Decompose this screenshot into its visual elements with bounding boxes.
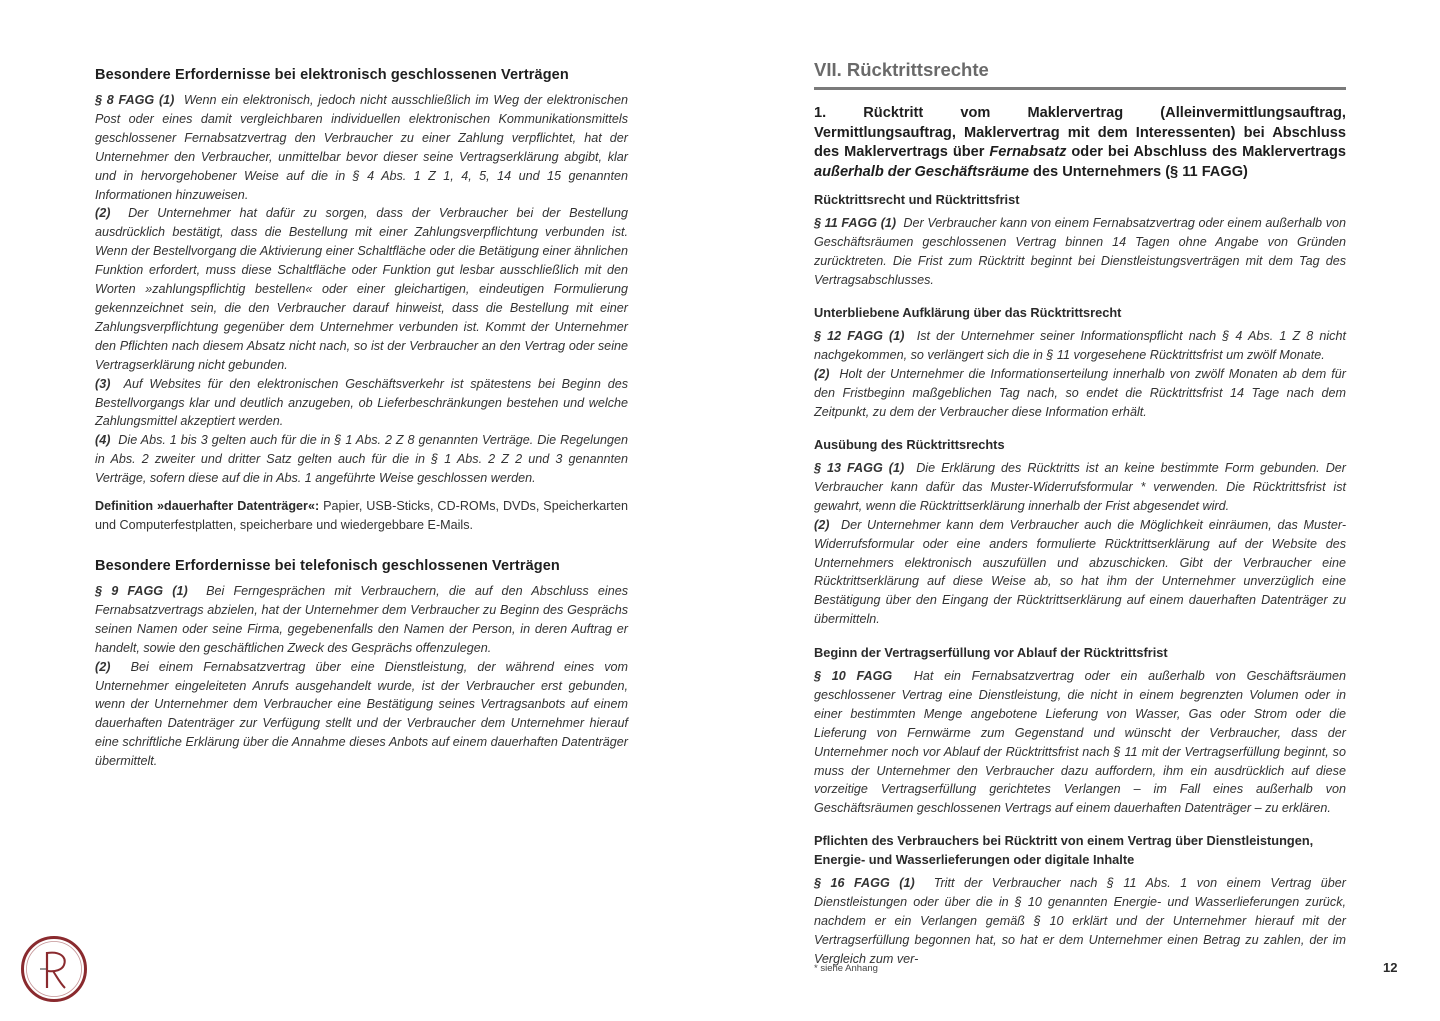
ref-9-2: (2) — [95, 659, 111, 674]
heading-pflichten-line-1: Pflichten des Verbrauchers bei Rücktritt von einem Vertrag über Dienstleistungen, — [814, 833, 1314, 848]
text-9-1: Bei Ferngesprächen mit Verbrauchern, die auf den Abschluss eines Fernabsatzvertrags abzielen, hat der Unternehmer dem Verbraucher zu Beginn des Gesprächs seinen Namen oder seine Firma, gegebenenfalls den Namen der Person, in deren Auftrag er handelt, sowie den geschäftlichen Zweck des Gesprächs offenzulegen. — [95, 584, 628, 655]
heading-unterbliebene-aufklaerung: Unterbliebene Aufklärung über das Rücktrittsrecht — [814, 305, 1122, 320]
sub1-part-a: 1. Rücktritt vom Maklervertrag (Alleinvermittlungsauftrag, Vermittlungsauftrag, Maklervertrag mit dem Interessenten) bei Abschluss des Maklervertrags über — [814, 105, 1346, 160]
heading-ausuebung: Ausübung des Rücktrittsrechts — [814, 437, 1005, 452]
heading-pflichten-line-2: Energie- und Wasserlieferungen oder digitale Inhalte — [814, 852, 1135, 867]
definition-term: Definition »dauerhafter Datenträger«: — [95, 499, 320, 513]
footnote: * siehe Anhang — [814, 963, 878, 974]
ref-11-fagg: § 11 FAGG (1) — [814, 216, 897, 230]
ref-13-fagg: § 13 FAGG (1) — [814, 461, 905, 475]
page-number: 12 — [1383, 960, 1398, 975]
paragraph-13-fagg — [814, 459, 1346, 629]
paragraph-8-fagg — [95, 91, 628, 488]
text-12-2: Holt der Unternehmer die Informationserteilung innerhalb von zwölf Monaten ab dem für den Fristbeginn maßgeblichen Tag nach, so endet die Rücktrittsfrist 14 Tage nach dem Zeitpunkt, zu dem der Verbraucher diese Information erhält. — [814, 366, 1346, 419]
ref-10-fagg: § 10 FAGG — [814, 669, 893, 683]
heading-beginn-vertragserfuellung: Beginn der Vertragserfüllung vor Ablauf der Rücktrittsfrist — [814, 645, 1168, 660]
subsection-heading-1 — [814, 104, 1346, 182]
text-12-1: Ist der Unternehmer seiner Informationspflicht nach § 4 Abs. 1 Z 8 nicht nachgekommen, so verlängert sich die in § 11 vorgesehene Rücktrittsfrist um zwölf Monate. — [814, 329, 1346, 362]
paragraph-11-fagg — [814, 214, 1346, 290]
ref-8-4: (4) — [95, 433, 111, 448]
sub1-part-c: oder bei Abschluss des Maklervertrags — [1066, 144, 1347, 160]
ref-16-fagg: § 16 FAGG (1) — [814, 876, 915, 890]
definition-text: Papier, USB-Sticks, CD-ROMs, DVDs, Speicherkarten und Computerfestplatten, speicherbare und wiedergebbare E-Mails. — [95, 499, 629, 532]
text-8-3: Auf Websites für den elektronischen Geschäftsverkehr ist spätestens bei Beginn des Bestellvorgangs klar und deutlich anzugeben, ob Lieferbeschränkungen bestehen und welche Zahlungsmittel akzeptiert werden. — [95, 376, 629, 429]
heading-electronic-contracts: Besondere Erfordernisse bei elektronisch geschlossenen Verträgen — [95, 67, 569, 83]
sub1-ausserhalb: außerhalb der Geschäftsräume — [814, 163, 1029, 180]
ref-13-2: (2) — [814, 517, 830, 532]
heading-telephone-contracts: Besondere Erfordernisse bei telefonisch geschlossenen Verträgen — [95, 558, 560, 574]
ref-8-3: (3) — [95, 376, 111, 391]
paragraph-12-fagg — [814, 327, 1346, 422]
sub1-fernabsatz: Fernabsatz — [989, 144, 1067, 160]
text-13-2: Der Unternehmer kann dem Verbraucher auch die Möglichkeit einräumen, das Muster-Widerrufsformular oder eine anders formulierte Rücktrittserklärung auf der Website des Unternehmers elektronisch auszufüllen und abzuschicken. Gibt der Verbraucher eine Rücktrittserklärung auf diese Weise ab, so hat ihm der Unternehmer unverzüglich eine Bestätigung über den Eingang der Rücktrittserklärung auf einem dauerhaften Datenträger zu übermitteln. — [814, 517, 1347, 627]
ref-12-2: (2) — [814, 366, 830, 381]
text-8-4: Die Abs. 1 bis 3 gelten auch für die in § 1 Abs. 2 Z 8 genannten Verträge. Die Regelungen in Abs. 2 zweiter und dritter Satz gelten auch für die in § 1 Abs. 2 Z 2 und 3 genannten Verträge, sofern diese auf die in Abs. 1 angeführte Weise geschlossen werden. — [95, 433, 628, 486]
sub1-part-e: des Unternehmers (§ 11 FAGG) — [1028, 163, 1248, 180]
ref-8-2: (2) — [95, 206, 111, 221]
text-9-2: Bei einem Fernabsatzvertrag über eine Dienstleistung, der während eines vom Unternehmer eingeleiteten Anrufs ausgehandelt wurde, ist der Verbraucher erst gebunden, wenn der Unternehmer dem Verbraucher eine Bestätigung seines Vertragsanbots auf einem dauerhaften Datenträger zur Verfügung stellt und der Verbraucher dem Unternehmer hierauf eine schriftliche Erklärung über die Annahme dieses Anbots auf einem dauerhaften Datenträger übermittelt. — [95, 659, 629, 769]
paragraph-10-fagg — [814, 667, 1346, 818]
definition-paragraph — [95, 497, 628, 535]
text-8-2: Der Unternehmer hat dafür zu sorgen, dass der Verbraucher bei der Bestellung ausdrücklich bestätigt, dass die Bestellung mit einer Zahlungsverpflichtung verbunden ist. Wenn der Bestellvorgang die Aktivierung einer Schaltfläche oder die Betätigung einer ähnlichen Funktion erfordert, muss diese Schaltfläche oder Funktion gut lesbar ausschließlich mit den Worten »zahlungspflichtig bestellen« oder einer gleichartigen, eindeutigen Formulierung gekennzeichnet sein, die den Verbraucher darauf hinweist, dass die Bestellung mit einer Zahlungsverpflichtung gegenüber dem Unternehmer verbunden ist. Kommt der Unternehmer den Pflichten nach diesem Absatz nicht nach, so ist der Verbraucher an den Vertrag oder seine Vertragserklärung nicht gebunden. — [95, 206, 628, 372]
ref-9-fagg: § 9 FAGG (1) — [95, 584, 188, 598]
paragraph-9-fagg — [95, 582, 628, 771]
text-13-1: Die Erklärung des Rücktritts ist an keine bestimmte Form gebunden. Der Verbraucher kann dafür das Muster-Widerrufsformular * verwenden. Die Rücktrittsfrist ist gewahrt, wenn die Rücktrittserklärung innerhalb der Frist abgesendet wird. — [814, 461, 1346, 513]
text-11: Der Verbraucher kann von einem Fernabsatzvertrag oder einem außerhalb von Geschäftsräumen geschlossenen Vertrag binnen 14 Tagen ohne Angabe von Gründen zurücktreten. Die Frist zum Rücktritt beginnt bei Dienstleistungsverträgen mit dem Tag des Vertragsabschlusses. — [814, 216, 1347, 287]
ref-8-fagg: § 8 FAGG (1) — [95, 93, 175, 107]
text-16: Tritt der Verbraucher nach § 11 Abs. 1 von einem Vertrag über Dienstleistungen oder über die in § 10 genannten Energie- und Wasserlieferungen zurück, nachdem er ein Verlangen gemäß § 10 erklärt und der Unternehmer hierauf mit der Vertragserfüllung begonnen hat, so hat er dem Unternehmer einen Betrag zu zahlen, der im Vergleich zum ver- — [814, 876, 1346, 966]
logo-icon — [20, 935, 88, 1003]
brand-logo — [20, 935, 88, 1003]
paragraph-16-fagg — [814, 874, 1346, 969]
heading-pflichten-verbraucher — [814, 831, 1313, 869]
text-8-1: Wenn ein elektronisch, jedoch nicht ausschließlich im Weg der elektronischen Post oder eines damit vergleichbaren individuellen elektronischen Kommunikationsmittels geschlossener Fernabsatzvertrag den Verbraucher zu einer Zahlung verpflichtet, hat der Unternehmer den Verbraucher, unmittelbar bevor dieser seine Vertragserklärung abgibt, klar und in hervorgehobener Weise auf die in § 4 Abs. 1 Z 1, 4, 5, 14 und 15 genannten Informationen hinzuweisen. — [95, 93, 629, 202]
text-10: Hat ein Fernabsatzvertrag oder ein außerhalb von Geschäftsräumen geschlossener Vertrag eine Dienstleistung, die nicht in einem begrenzten Volumen oder in einer bestimmten Menge angebotene Lieferung von Wasser, Gas oder Strom oder die Lieferung von Fernwärme zum Gegenstand und wünscht der Verbraucher, dass der Unternehmer noch vor Ablauf der Rücktrittsfrist nach § 11 mit der Vertragserfüllung beginnt, so muss der Unternehmer den Verbraucher dazu auffordern, ihm ein ausdrücklich auf diese vorzeitige Vertragserfüllung gerichtetes Verlangen – im Fall eines außerhalb von Geschäftsräumen geschlossenen Vertrags auf einem dauerhaften Datenträger – zu erklären. — [814, 669, 1347, 816]
section-title: VII. Rücktrittsrechte — [814, 59, 1346, 90]
heading-ruecktrittsrecht: Rücktrittsrecht und Rücktrittsfrist — [814, 192, 1020, 207]
ref-12-fagg: § 12 FAGG (1) — [814, 329, 905, 343]
